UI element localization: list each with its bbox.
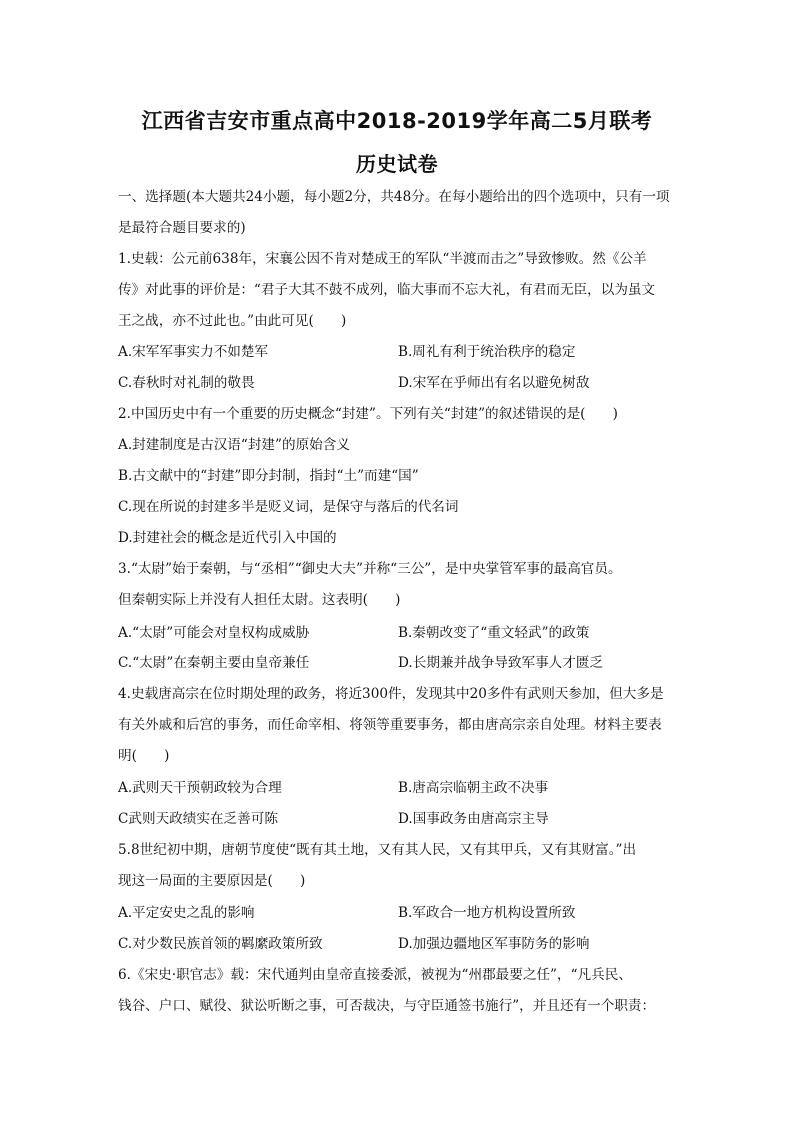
q4-option-b: B.唐高宗临朝主政不决事	[398, 780, 549, 796]
q3-option-c: C.“太尉”在秦朝主要由皇帝兼任	[118, 655, 310, 671]
q6-stem-line2: 钱谷、户口、赋役、狱讼听断之事，可否裁决，与守臣通签书施行”，并且还有一个职责：	[118, 998, 656, 1014]
q4-stem-line3: 明( )	[118, 748, 170, 764]
q1-stem-line3: 王之战，亦不过此也。”由此可见( )	[118, 313, 347, 329]
q3-stem-line1: 3.“太尉”始于秦朝，与“丞相”“御史大夫”并称“三公”，是中央掌管军事的最高官员。	[118, 561, 622, 577]
q2-option-d: D.封建社会的概念是近代引入中国的	[118, 530, 337, 546]
q5-stem-line2: 现这一局面的主要原因是( )	[118, 873, 306, 889]
q1-option-b: B.周礼有利于统治秩序的稳定	[398, 344, 576, 360]
q3-option-d: D.长期兼并战争导致军事人才匮乏	[398, 655, 604, 671]
q5-option-b: B.军政合一地方机构设置所致	[398, 905, 576, 921]
q1-stem-line1: 1.史载：公元前638年，宋襄公因不肯对楚成王的军队“半渡而击之”导致惨败。然《公羊	[118, 251, 647, 267]
section-instruction-line2: 是最符合题目要求的)	[118, 220, 246, 236]
q4-option-a: A.武则天干预朝政较为合理	[118, 780, 282, 796]
q2-stem-line1: 2.中国历史中有一个重要的历史概念“封建”。下列有关“封建”的叙述错误的是( )	[118, 406, 618, 422]
q5-option-a: A.平定安史之乱的影响	[118, 905, 255, 921]
q1-option-d: D.宋军在乎师出有名以避免树敌	[398, 375, 590, 391]
q4-stem-line1: 4.史载唐高宗在位时期处理的政务，将近300件，发现其中20多件有武则天参加，但大多是	[118, 686, 664, 702]
q3-stem-line2: 但秦朝实际上并没有人担任太尉。这表明( )	[118, 592, 401, 608]
q3-option-a: A.“太尉”可能会对皇权构成威胁	[118, 625, 310, 641]
q1-option-c: C.春秋时对礼制的敬畏	[118, 375, 255, 391]
exam-title: 江西省吉安市重点高中2018-2019学年高二5月联考	[141, 109, 653, 133]
q5-option-d: D.加强边疆地区军事防务的影响	[398, 936, 590, 952]
q4-option-d: D.国事政务由唐高宗主导	[398, 811, 549, 827]
q2-option-c: C.现在所说的封建多半是贬义词，是保守与落后的代名词	[118, 499, 459, 515]
q2-option-a: A.封建制度是古汉语“封建”的原始含义	[118, 437, 350, 453]
q6-stem-line1: 6.《宋史·职官志》载：宋代通判由皇帝直接委派，被视为“州郡最要之任”，“凡兵民、	[118, 967, 632, 983]
q2-option-b: B.古文献中的“封建”即分封制，指封“土”而建“国”	[118, 468, 419, 484]
q3-option-b: B.秦朝改变了“重文轻武”的政策	[398, 625, 590, 641]
q5-stem-line1: 5.8世纪初中期，唐朝节度使“既有其土地，又有其人民，又有其甲兵，又有其财富。”出	[118, 842, 637, 858]
exam-subtitle: 历史试卷	[356, 152, 438, 176]
q1-option-a: A.宋军军事实力不如楚军	[118, 344, 269, 360]
q5-option-c: C.对少数民族首领的羁縻政策所致	[118, 936, 323, 952]
q4-option-c: C武则天政绩实在乏善可陈	[118, 811, 278, 827]
section-instruction-line1: 一、选择题(本大题共24小题，每小题2分，共48分。在每小题给出的四个选项中，只有一项	[118, 189, 670, 205]
q1-stem-line2: 传》对此事的评价是：“君子大其不鼓不成列，临大事而不忘大礼，有君而无臣，以为虽文	[118, 282, 656, 298]
q4-stem-line2: 有关外戚和后宫的事务，而任命宰相、将领等重要事务，都由唐高宗亲自处理。材料主要表	[118, 717, 662, 733]
